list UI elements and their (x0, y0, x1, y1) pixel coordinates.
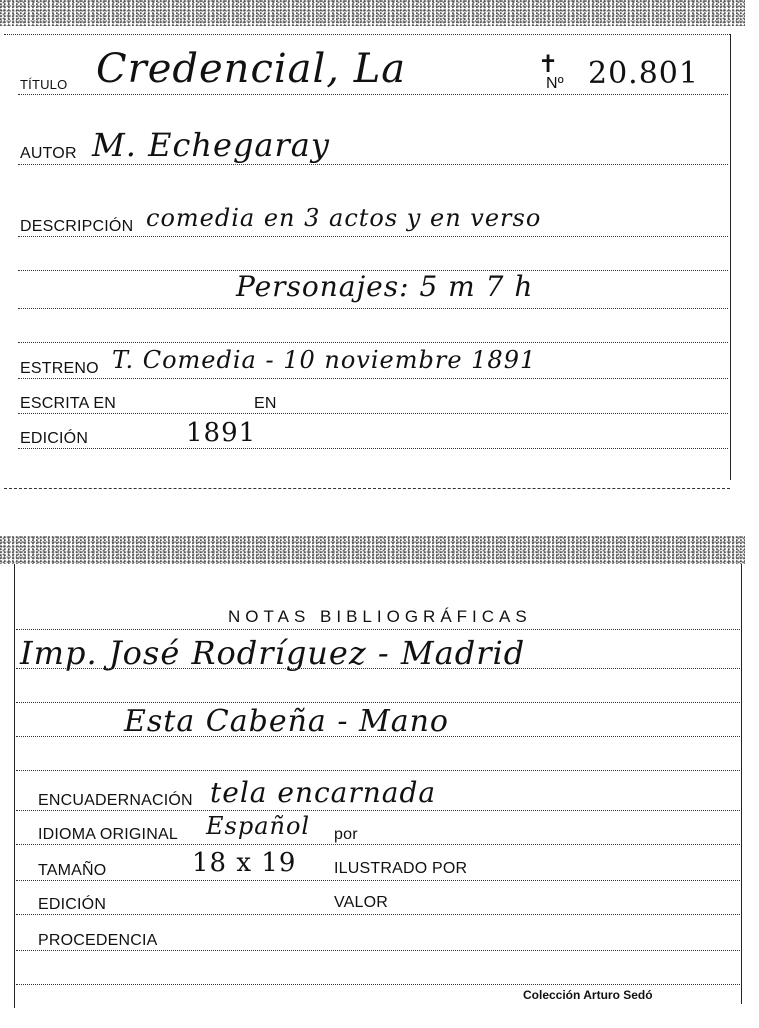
rule (16, 950, 740, 951)
descripcion-value: comedia en 3 actos y en verso (146, 204, 542, 232)
left-border (14, 564, 15, 1008)
top-card (0, 0, 745, 492)
estreno-line (18, 378, 728, 379)
scan-noise-top (0, 0, 745, 26)
notas-line1: Imp. José Rodríguez - Madrid (20, 634, 526, 672)
por-label: por (334, 826, 358, 843)
edicion-line (18, 448, 728, 449)
titulo-line (18, 94, 728, 95)
autor-value: M. Echegaray (92, 126, 330, 164)
bottom-card (0, 536, 745, 1016)
notas-heading: NOTAS BIBLIOGRÁFICAS (228, 607, 532, 626)
autor-label: AUTOR (20, 145, 77, 162)
notas-line2: Esta Cabeña - Mano (124, 704, 449, 739)
edicion-value: 1891 (186, 418, 257, 448)
idioma-label: IDIOMA ORIGINAL (38, 826, 178, 843)
rule (16, 770, 740, 771)
right-border (730, 34, 731, 480)
rule (16, 629, 740, 630)
descripcion-line-3 (18, 308, 728, 309)
blank-line (18, 342, 728, 343)
descripcion-label: DESCRIPCIÓN (20, 218, 134, 235)
descripcion-line2: Personajes: 5 m 7 h (236, 270, 534, 303)
procedencia-label: PROCEDENCIA (38, 932, 158, 949)
idioma-value: Español (206, 812, 311, 840)
tamano-value: 18 x 19 (192, 848, 297, 878)
rule (16, 668, 740, 669)
escrita-en-label: ESCRITA EN (20, 395, 116, 412)
numero-value: 20.801 (588, 56, 699, 91)
titulo-label: TÍTULO (20, 77, 68, 92)
rule (16, 914, 740, 915)
rule (4, 34, 730, 35)
ilustrado-label: ILUSTRADO POR (334, 860, 468, 877)
rule (16, 844, 740, 845)
en-label: EN (254, 395, 277, 412)
numero-label: Nº (546, 75, 564, 92)
rule (16, 984, 740, 985)
valor-label: VALOR (334, 894, 389, 911)
scan-noise-bottom (0, 536, 745, 564)
estreno-label: ESTRENO (20, 360, 99, 377)
estreno-value: T. Comedia - 10 noviembre 1891 (112, 346, 537, 374)
escrita-line (18, 413, 728, 414)
encuadernacion-value: tela encarnada (210, 776, 437, 809)
rule (16, 880, 740, 881)
autor-line (18, 164, 728, 165)
collection-credit: Colección Arturo Sedó (523, 988, 653, 1002)
cross-mark-icon: ✝ (538, 50, 559, 78)
tamano-label: TAMAÑO (38, 862, 107, 879)
edicion-label: EDICIÓN (38, 896, 107, 913)
rule (16, 736, 740, 737)
rule (16, 810, 740, 811)
encuadernacion-label: ENCUADERNACIÓN (38, 792, 193, 809)
rule (4, 488, 730, 489)
rule (16, 702, 740, 703)
edicion-label: EDICIÓN (20, 430, 89, 447)
right-border (741, 564, 742, 1004)
titulo-value: Credencial, La (96, 46, 407, 92)
descripcion-line (18, 236, 728, 237)
